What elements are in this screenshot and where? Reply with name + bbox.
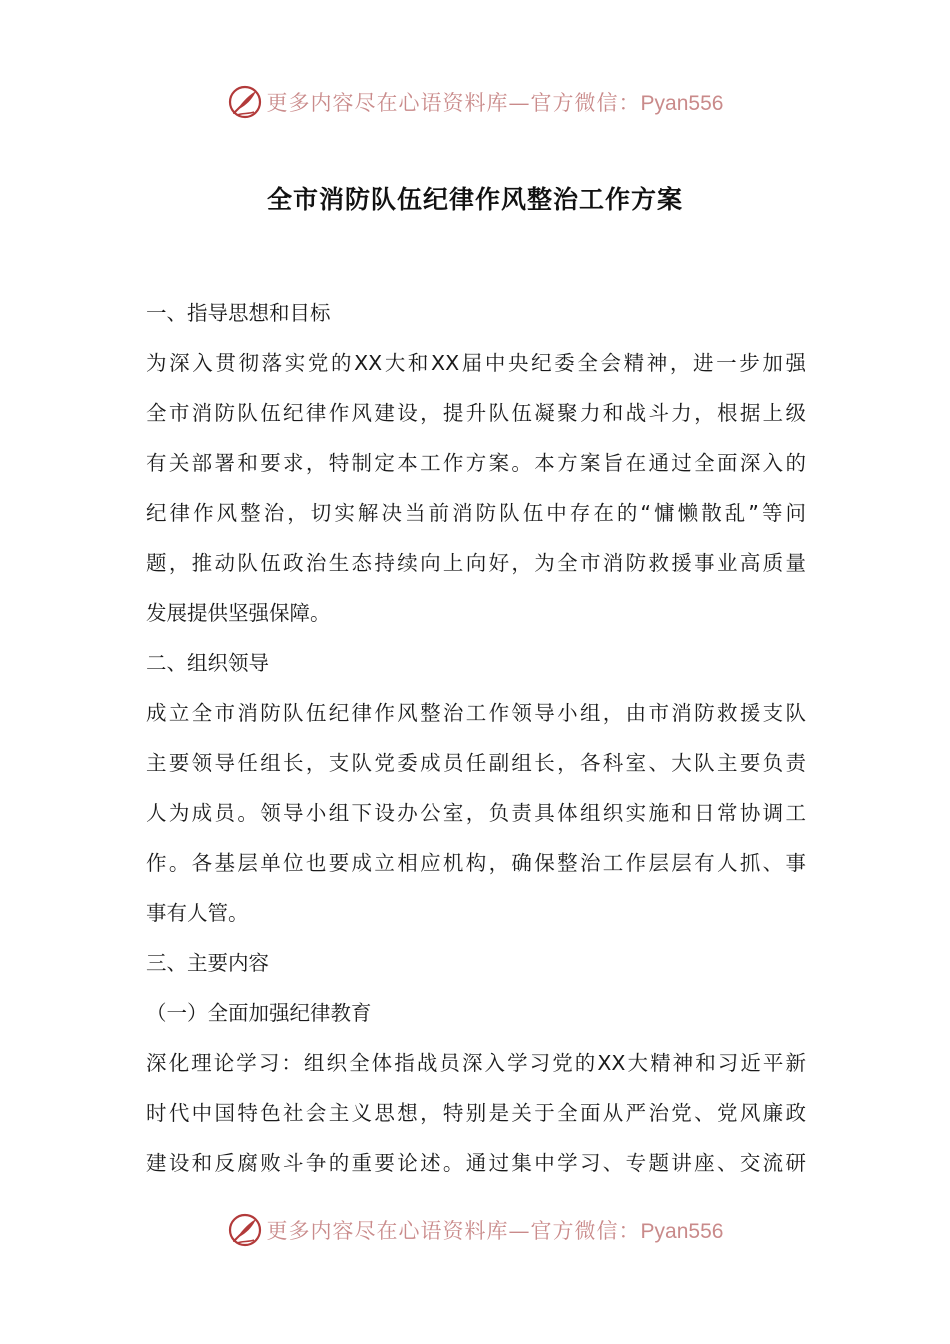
text-line: 为深入贯彻落实党的XX大和XX届中央纪委全会精神，进一步加强 (146, 351, 806, 375)
watermark-wechat-id: Pyan556 (640, 1220, 724, 1243)
text-line: 人为成员。领导小组下设办公室，负责具体组织实施和日常协调工 (146, 801, 806, 825)
text-line: 建设和反腐败斗争的重要论述。通过集中学习、专题讲座、交流研 (146, 1151, 806, 1175)
document-title: 全市消防队伍纪律作风整治工作方案 (266, 185, 683, 214)
quill-logo-icon (227, 84, 263, 120)
text-line: 时代中国特色社会主义思想，特别是关于全面从严治党、党风廉政 (146, 1101, 806, 1125)
text-line: 三、主要内容 (146, 951, 269, 975)
text-line: 有关部署和要求，特制定本工作方案。本方案旨在通过全面深入的 (146, 451, 806, 475)
text-line: 题，推动队伍政治生态持续向上向好，为全市消防救援事业高质量 (146, 551, 806, 575)
text-line: 作。各基层单位也要成立相应机构，确保整治工作层层有人抓、事 (146, 851, 806, 875)
header-watermark (0, 80, 950, 124)
text-line: 成立全市消防队伍纪律作风整治工作领导小组，由市消防救援支队 (146, 701, 806, 725)
text-line: （一）全面加强纪律教育 (146, 1001, 372, 1025)
footer-watermark (0, 1208, 950, 1252)
text-line: 深化理论学习：组织全体指战员深入学习党的XX大精神和习近平新 (146, 1051, 806, 1075)
text-line: 主要领导任组长，支队党委成员任副组长，各科室、大队主要负责 (146, 751, 806, 775)
watermark-text: 更多内容尽在心语资料库—官方微信：Pyan556 (266, 1219, 724, 1243)
text-line: 二、组织领导 (146, 651, 269, 675)
watermark-text: 更多内容尽在心语资料库—官方微信：Pyan556 (266, 91, 724, 115)
text-line: 事有人管。 (146, 901, 249, 925)
quill-logo-icon (227, 1212, 263, 1248)
text-line: 全市消防队伍纪律作风建设，提升队伍凝聚力和战斗力，根据上级 (146, 401, 806, 425)
document-body (146, 288, 806, 1188)
watermark-wechat-id: Pyan556 (640, 92, 724, 115)
text-line: 一、指导思想和目标 (146, 301, 331, 325)
text-line: 发展提供坚强保障。 (146, 601, 331, 625)
text-line: 纪律作风整治，切实解决当前消防队伍中存在的“慵懒散乱”等问 (146, 501, 806, 525)
